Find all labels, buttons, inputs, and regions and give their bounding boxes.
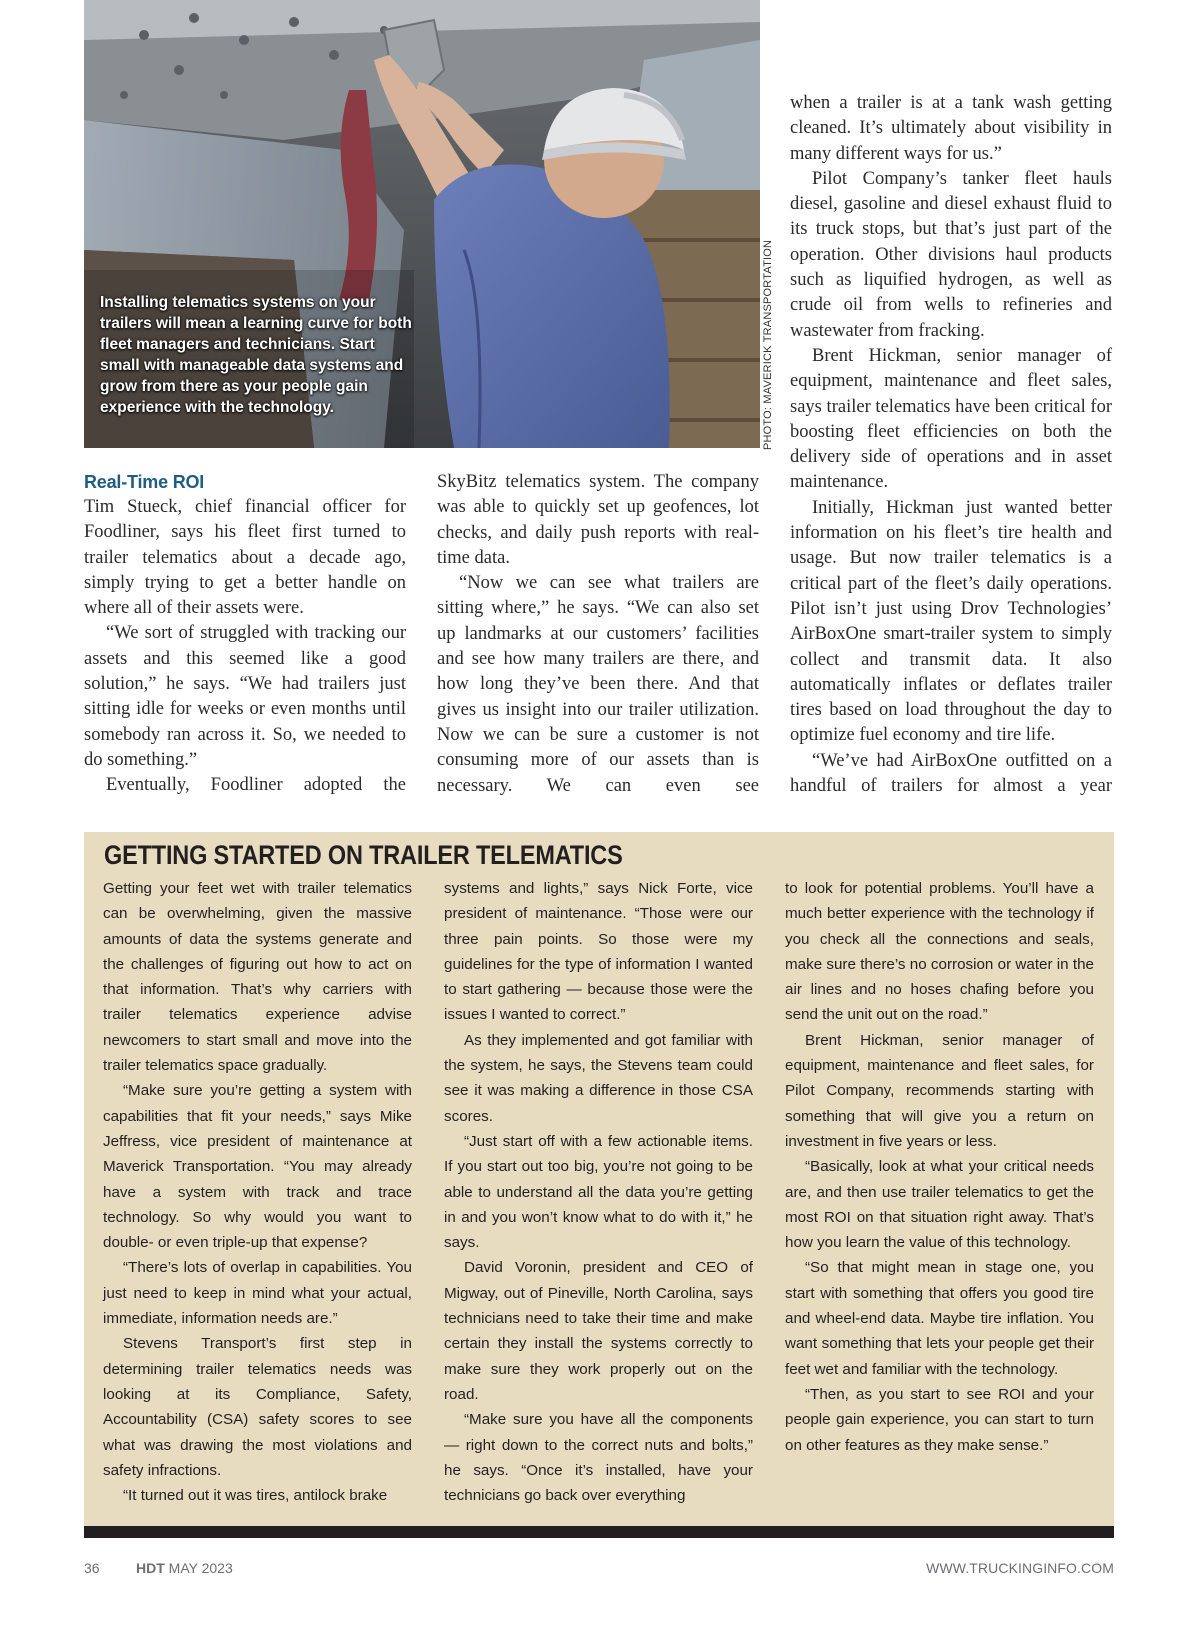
- paragraph: “So that might mean in stage one, you start with something that offers you good tire and wheel-end data. Maybe tire inflation. You want something that lets your people get their feet wet and familiar with the technology.: [785, 1259, 1094, 1378]
- article-column-3: [790, 91, 1112, 799]
- photo-credit: PHOTO: MAVERICK TRANSPORTATION: [762, 239, 774, 450]
- paragraph: to look for potential problems. You’ll have a much better experience with the technology if you check all the connections and seals, make sure there’s no corrosion or water in the air lines and no hoses chafing before you send the unit out on the road.”: [785, 880, 1094, 1024]
- sidebar-title: GETTING STARTED ON TRAILER TELEMATICS: [104, 840, 623, 870]
- paragraph: “We’ve had AirBoxOne outfitted on a handful of trailers for almost a year: [790, 750, 1112, 797]
- paragraph: SkyBitz telematics system. The company was able to quickly set up geofences, lot checks, and daily push reports with real-time data.: [437, 472, 759, 568]
- article-column-2: [437, 470, 759, 799]
- website-link[interactable]: WWW.TRUCKINGINFO.COM: [926, 1560, 1114, 1576]
- paragraph: Brent Hickman, senior manager of equipment, maintenance and fleet sales, says trailer telematics have been critical for boosting fleet efficiencies on both the delivery side of operations and in asset maintenance.: [790, 345, 1112, 493]
- paragraph: Eventually, Foodliner adopted the: [106, 775, 406, 796]
- paragraph: “Then, as you start to see ROI and your people gain experience, you can start to turn on other features as they make sense.”: [785, 1385, 1094, 1454]
- page-footer: [84, 1560, 1114, 1582]
- paragraph: “Make sure you’re getting a system with capabilities that fit your needs,” says Mike Jeffress, vice president of maintenance at Maverick Transportation. “You may already have a system with track and trace technology. So why would you want to double- or even triple-up that expense?: [103, 1082, 412, 1252]
- paragraph: Stevens Transport’s first step in determining trailer telematics needs was looking at its Compliance, Safety, Accountability (CSA) safety scores to see what was drawing the most violations and safety infractions.: [103, 1335, 412, 1479]
- paragraph: “We sort of struggled with tracking our assets and this seemed like a good solution,” he says. “We had trailers just sitting idle for weeks or even months until somebody ran across it. So, we needed to do something.”: [84, 623, 406, 770]
- photo-caption: Installing telematics systems on your trailers will mean a learning curve for both fleet managers and technicians. Start small with manageable data systems and grow from there as your people gain experience with the technology.: [100, 294, 412, 416]
- issue-date: MAY 2023: [168, 1560, 233, 1576]
- paragraph: “Make sure you have all the components — right down to the correct nuts and bolts,” he says. “Once it’s installed, have your technicians go back over everything: [444, 1411, 753, 1505]
- sidebar-column-2: [444, 876, 753, 1508]
- page-number: 36: [84, 1560, 100, 1576]
- paragraph: “There’s lots of overlap in capabilities. You just need to keep in mind what your actual, immediate, information needs are.”: [103, 1259, 412, 1328]
- paragraph: systems and lights,” says Nick Forte, vice president of maintenance. “Those were our three pain points. So those were my guidelines for the type of information I wanted to start gathering — because those were the issues I wanted to correct.”: [444, 880, 753, 1024]
- sidebar-bottom-rule: [84, 1526, 1114, 1538]
- paragraph: when a trailer is at a tank wash getting cleaned. It’s ultimately about visibility in many different ways for us.”: [790, 93, 1112, 164]
- paragraph: Getting your feet wet with trailer telematics can be overwhelming, given the massive amounts of data the systems generate and the challenges of figuring out how to act on that information. That’s why carriers with trailer telematics experience advise newcomers to start small and move into the trailer telematics space gradually.: [103, 880, 412, 1075]
- publication-name: HDT: [136, 1560, 165, 1576]
- paragraph: Pilot Company’s tanker fleet hauls diesel, gasoline and diesel exhaust fluid to its truck stops, but that’s just part of the operation. Other divisions haul products such as liquified hydrogen, as well as crude oil from wells to refineries and wastewater from fracking.: [790, 168, 1112, 341]
- publication-issue: [136, 1560, 233, 1576]
- paragraph: Tim Stueck, chief financial officer for Foodliner, says his fleet first turned to trailer telematics about a decade ago, simply trying to get a better handle on where all of their assets were.: [84, 497, 406, 619]
- paragraph: David Voronin, president and CEO of Migway, out of Pineville, North Carolina, says technicians need to take their time and make certain they install the systems correctly to make sure they work properly out on the road.: [444, 1259, 753, 1403]
- paragraph: Initially, Hickman just wanted better information on his fleet’s tire health and usage. But now trailer telematics is a critical part of the fleet’s daily operations. Pilot isn’t just using Drov Technologies’ AirBoxOne smart-trailer system to simply collect and transmit data. It also automatically inflates or deflates trailer tires based on load throughout the day to optimize fuel economy and tire life.: [790, 497, 1112, 746]
- paragraph: “Basically, look at what your critical needs are, and then use trailer telematics to get the most ROI on that situation right away. That’s how you learn the value of this technology.: [785, 1158, 1094, 1252]
- paragraph: Brent Hickman, senior manager of equipment, maintenance and fleet sales, for Pilot Company, recommends starting with something that will give you a return on investment in five years or less.: [785, 1031, 1094, 1150]
- sidebar-column-1: [103, 876, 412, 1508]
- paragraph: “Now we can see what trailers are sitting where,” he says. “We can also set up landmarks at our customers’ facilities and see how many trailers are there, and how long they’ve been there. And that gives us insight into our trailer utilization. Now we can be sure a customer is not consuming more of our assets than is necessary. We can even see: [437, 573, 759, 796]
- paragraph: “Just start off with a few actionable items. If you start out too big, you’re not going to be able to understand all the data you’re getting in and you won’t know what to do with it,” he says.: [444, 1132, 753, 1252]
- section-heading: Real-Time ROI: [84, 472, 205, 492]
- article-column-1: [84, 470, 406, 799]
- sidebar-column-3: [785, 876, 1094, 1458]
- paragraph: “It turned out it was tires, antilock brake: [123, 1487, 388, 1505]
- paragraph: As they implemented and got familiar with the system, he says, the Stevens team could see it was making a difference in those CSA scores.: [444, 1031, 753, 1125]
